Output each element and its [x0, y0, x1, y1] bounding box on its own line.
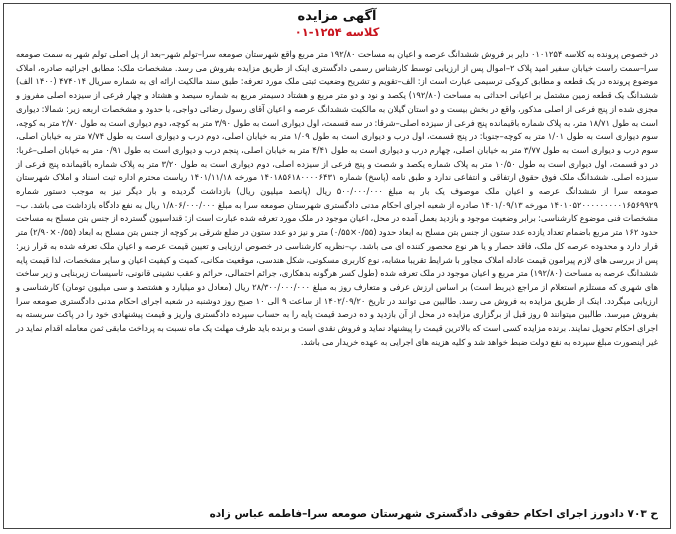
- notice-frame: [3, 3, 671, 529]
- notice-header: [4, 8, 670, 40]
- case-number: کلاسه ۱۲۵۴-۰۱: [294, 25, 380, 39]
- notice-body: در خصوص پرونده به کلاسه ۰۱۰۱۲۵۴ دایر بر فروش ششدانگ عرصه و اعیان به مساحت ۱۹۲/۸۰ متر مربع واقع شهرستان صومعه سرا–تولم شهر–بعد از پل اصلی تولم شهر به سمت صومعه سرا–سمت راست خیابان سفیر امید پلاک ۲–اموال پس از ارزیابی توسط کارشناس رسمی دادگستری اینک از طریق مزایده بفروش می رسد. مشخصات ملک: مطابق اجرائیه صادره، املاک موضوع پرونده در یک قطعه و مطابق کروکی ترسیمی عبارت است از: الف–تقویم و تشریح وضعیت ثبتی ملک مورد تعرفه: طبق سند مالکیت ارائه ای به شماره سریال ۴۷۴۰۱۴ (۱۴۰۰ الف) ششدانگ یک قطعه زمین مشتمل بر اعیانی احداثی به مساحت (۱۹۲/۸۰) یکصد و نود و دو متر مربع و هشتاد دسیمتر مربع به شماره سیصد و هشتاد و چهار فرعی از سیزده اصلی مفروز و مجزی شده از پنج فرعی از اصلی مذکور، واقع در بخش بیست و دو استان گیلان به مالکیت ششدانگ عرصه و اعیان آقای رسول رضائی دواجی، با حدود و مشخصات اربعه زیر: شمالا: دیواری است به طول ۱۸/۷۱ متر، به پلاک شماره باقیمانده پنج فرعی از سیزده اصلی–شرقا: در سه قسمت، اول دیواری است به طول ۳/۹۰ متر به کوچه، دوم دیواری است به طول ۲/۷۰ متر به کوچه، سوم دیواری است به طول ۱/۰۱ متر به کوچه–جنوبا: در پنج قسمت، اول درب و دیواری است به طول ۱/۰۹ متر به خیابان اصلی، دوم درب و دیواری است به طول ۷/۷۴ متر به خیابان اصلی، سوم درب و دیواری است به طول ۳/۷۷ متر به خیابان اصلی، چهارم درب و دیواری است به طول ۴/۴۱ متر به خیابان اصلی، پنجم درب و دیواری است به طول ۰/۹۱ متر به خیابان اصلی–غربا: در دو قسمت، اول دیواری است به طول ۱۰/۵۰ متر به پلاک شماره یکصد و شصت و پنج فرعی از سیزده اصلی، دوم دیواری است به طول ۳/۲۰ متر به پلاک شماره باقیمانده پنج فرعی از سیزده اصلی. ششدانگ ملک فوق حقوق ارتفاقی و انتفاعی ندارد و طبق نامه (پاسخ) شماره ۱۴۰۱۸۵۶۱۸۰۰۰۰۶۴۳۱ مورخه ۱۴۰۱/۱۱/۱۸ ریاست محترم اداره ثبت اسناد و املاک شهرستان صومعه سرا از ششدانگ عرصه و اعیان ملک موصوف یک بار به مبلغ ۵۰۰/۰۰۰/۰۰۰ ریال (پانصد میلیون ریال) بازداشت گردیده و بار دیگر نیز به موجب دستور شماره ۱۴۰۱۰۵۲۰۰۰۰۰۰۰۰۰۱۶۵۶۹۹۲۹ مورخه ۱۴۰۱/۰۹/۱۳ صادره از شعبه اجرای احکام مدنی دادگستری شهرستان صومعه سرا به مبلغ ۱/۸۰۶/۰۰۰/۰۰۰ ریال به نفع دادگاه بازداشت می باشد. ب–مشخصات فنی موضوع کارشناسی: برابر وضعیت موجود و بازدید بعمل آمده در محل، اعیان موجود در ملک مورد تعرفه شده عبارت است از: قنداسیون گسترده از جنس بتن مسلح به مساحت حدود ۱۶۲ متر مربع باضمام تعداد یازده عدد ستون از جنس بتن مسلح به ابعاد حدود (۰/۵۵×۰/۵۵) متر و نیز دو عدد ستون در ضلع شرقی بر کوچه از جنس بتن مسلح به ابعاد (۰/۵۵×۲/۹۰) متر قرار دارد و محدوده عرصه کل ملک، فاقد حصار و یا هر نوع محصور کننده ای می باشد. پ–نظریه کارشناسی در خصوص ارزیابی و تعیین قیمت عرصه و اعیان ملک تعرفه شده به قرار زیر: پس از بررسی های لازم پیرامون قیمت عادله املاک مجاور با شرایط تقریبا مشابه، نوع کاربری مسکونی، شکل هندسی، موقعیت مکانی، کمیت و کیفیت اعیان و سایر مشخصات، لذا قیمت پایه ششدانگ عرصه به مساحت (۱۹۲/۸۰) متر مربع و اعیان موجود در ملک تعرفه شده (طول کسر هرگونه بدهکاری، جرائم احتمالی، حرائم و عقب نشینی قانونی، تاسیسات زیربنایی و زیر ساخت های شهری که مستلزم استعلام از مراجع ذیربط است) بر اساس ارزش عرفی و متعارف روز به مبلغ ۲۸/۳۰۰/۰۰۰/۰۰۰ ریال (معادل دو میلیارد و هشتصد و سی میلیون تومان) کارشناسی و ارزیابی میگردد. اینک از طریق مزایده به فروش می رسد. طالبین می توانند در تاریخ ۱۴۰۲/۰۹/۲۰ از ساعت ۹ الی ۱۰ صبح روز دوشنبه در شعبه اجرای احکام مدنی دادگستری صومعه سرا بفروش میرسد. طالبین میتوانند ۵ روز قبل از برگزاری مزایده در محل از آن بازدید و ده درصد قیمت پایه را به حساب سپرده دادگستری واریز و قیمت پیشنهادی خود را در پاکت سربسته به اجرای احکام تحویل نمایند. برنده مزایده کسی است که بالاترین قیمت را پیشنهاد نماید و فروش نقدی است و برنده باید ظرف مهلت یک ماه نسبت به پرداخت مابقی ثمن معامله اقدام نماید در غیر اینصورت مبلغ سپرده به نفع دولت ضبط خواهد شد و کلیه هزینه های اجرایی به عهده خریدار می باشد.: [16, 49, 659, 347]
- notice-title: آگهی مزایده: [297, 9, 377, 24]
- notice-signature: ح ۷۰۳ دادورز اجرای احکام حقوقی دادگستری شهرستان صومعه سرا–فاطمه عباس زاده: [209, 508, 658, 520]
